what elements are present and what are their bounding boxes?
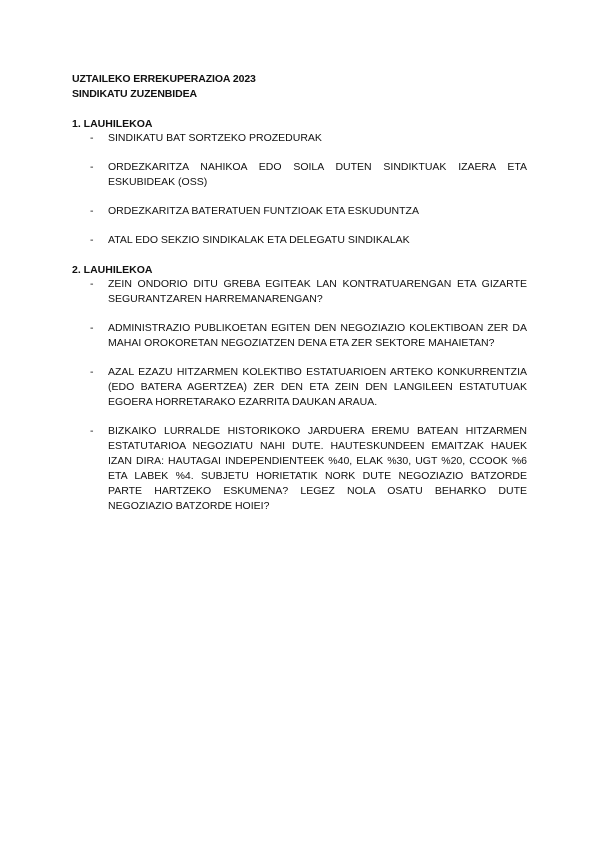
section-title-2: 2. LAUHILEKOA — [72, 264, 153, 276]
bullet-dash: - — [90, 278, 94, 290]
document-title: UZTAILEKO ERREKUPERAZIOA 2023 — [72, 73, 256, 85]
list-item — [90, 365, 527, 410]
list-item-text: ATAL EDO SEKZIO SINDIKALAK ETA DELEGATU SINDIKALAK — [108, 234, 410, 246]
bullet-dash: - — [90, 234, 94, 246]
list-item-text: ZEIN ONDORIO DITU GREBA EGITEAK LAN KONTRATUARENGAN ETA GIZARTE SEGURANTZAREN HARREMANARENGAN? — [108, 278, 527, 305]
list-item-text: ORDEZKARITZA NAHIKOA EDO SOILA DUTEN SINDIKTUAK IZAERA ETA ESKUBIDEAK (OSS) — [108, 161, 527, 188]
bullet-dash: - — [90, 425, 94, 437]
section-title-1: 1. LAUHILEKOA — [72, 118, 153, 130]
bullet-dash: - — [90, 205, 94, 217]
list-item-text: SINDIKATU BAT SORTZEKO PROZEDURAK — [108, 132, 322, 144]
list-item-text: ORDEZKARITZA BATERATUEN FUNTZIOAK ETA ESKUDUNTZA — [108, 205, 419, 217]
section-2-list — [90, 277, 527, 528]
list-item — [90, 160, 527, 190]
document-subtitle: SINDIKATU ZUZENBIDEA — [72, 88, 197, 100]
list-item — [90, 424, 527, 514]
list-item — [90, 131, 527, 146]
list-item — [90, 233, 527, 248]
bullet-dash: - — [90, 322, 94, 334]
section-1-list — [90, 131, 527, 262]
list-item-text: ADMINISTRAZIO PUBLIKOETAN EGITEN DEN NEGOZIAZIO KOLEKTIBOAN ZER DA MAHAI OROKORETAN NEGOZIATZEN DENA ETA ZER SEKTORE MAHAIETAN? — [108, 322, 527, 349]
bullet-dash: - — [90, 161, 94, 173]
document-header — [72, 72, 256, 102]
list-item — [90, 204, 527, 219]
list-item — [90, 321, 527, 351]
bullet-dash: - — [90, 366, 94, 378]
bullet-dash: - — [90, 132, 94, 144]
list-item-text: BIZKAIKO LURRALDE HISTORIKOKO JARDUERA EREMU BATEAN HITZARMEN ESTATUTARIOA NEGOZIATU NAHI DUTE. HAUTESKUNDEEN EMAITZAK HAUEK IZAN DIRA: HAUTAGAI INDEPENDIENTEEK %40, ELAK %30, UGT %20, CCOOK %6 ETA LABEK %4. SUBJETU HORIETATIK NORK DUTE NEGOZIAZIO BATZORDE PARTE HARTZEKO ESKUMENA? LEGEZ NOLA OSATU BEHARKO DUTE NEGOZIAZIO BATZORDE HOIEI? — [108, 425, 527, 512]
list-item — [90, 277, 527, 307]
list-item-text: AZAL EZAZU HITZARMEN KOLEKTIBO ESTATUARIOEN ARTEKO KONKURRENTZIA (EDO BATERA AGERTZEA) ZER DEN ETA ZEIN DEN LANGILEEN ESTATUTUAK EGOERA HORRETARAKO EZARRITA DAUKAN ARAUA. — [108, 366, 527, 408]
